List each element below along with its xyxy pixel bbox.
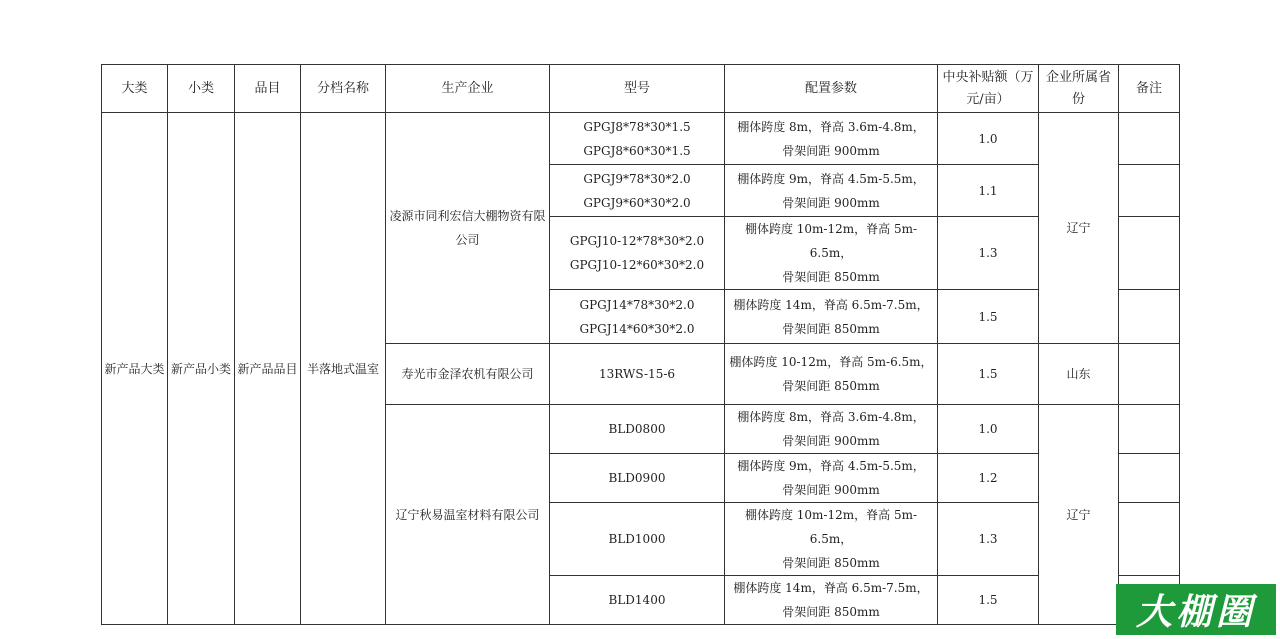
header-major: 大类 — [102, 65, 168, 113]
subsidy-cell: 1.5 — [938, 290, 1039, 344]
note-cell — [1119, 503, 1180, 576]
company-cell: 凌源市同利宏信大棚物资有限公司 — [386, 113, 550, 344]
param-line: 棚体跨度 10m-12m，脊高 5m-6.5m， — [744, 222, 918, 260]
params-cell — [725, 454, 938, 503]
param-line: 棚体跨度 14m，脊高 6.5m-7.5m， — [733, 297, 929, 312]
model-cell — [550, 503, 725, 576]
params-cell — [725, 344, 938, 405]
param-line: 棚体跨度 8m，脊高 3.6m-4.8m， — [737, 119, 925, 134]
subsidy-cell: 1.0 — [938, 113, 1039, 165]
note-cell — [1119, 344, 1180, 405]
header-province: 企业所属省份 — [1039, 65, 1119, 113]
major-cell: 新产品大类 — [102, 113, 168, 625]
param-line: 骨架间距 850mm — [782, 605, 880, 619]
params-cell — [725, 113, 938, 165]
params-cell — [725, 217, 938, 290]
model-line: GPGJ14*78*30*2.0 — [579, 297, 695, 312]
param-line: 骨架间距 900mm — [782, 143, 880, 158]
model-cell — [550, 290, 725, 344]
param-line: 棚体跨度 9m，脊高 4.5m-5.5m， — [737, 459, 925, 473]
province-cell: 辽宁 — [1039, 405, 1119, 625]
header-row — [102, 65, 1180, 113]
province-cell: 辽宁 — [1039, 113, 1119, 344]
watermark-text: 大棚圈 — [1135, 592, 1256, 633]
subsidy-table — [101, 64, 1180, 625]
province-cell: 山东 — [1039, 344, 1119, 405]
note-cell — [1119, 217, 1180, 290]
header-minor: 小类 — [168, 65, 235, 113]
minor-cell: 新产品小类 — [168, 113, 235, 625]
note-cell — [1119, 454, 1180, 503]
subsidy-cell: 1.0 — [938, 405, 1039, 454]
param-line: 骨架间距 850mm — [782, 270, 880, 284]
watermark-logo — [1116, 584, 1276, 635]
note-cell — [1119, 113, 1180, 165]
model-line: GPGJ14*60*30*2.0 — [579, 321, 695, 336]
header-company: 生产企业 — [386, 65, 550, 113]
model-cell — [550, 576, 725, 625]
model-cell — [550, 217, 725, 290]
param-line: 骨架间距 850mm — [782, 321, 880, 336]
param-line: 棚体跨度 10-12m，脊高 5m-6.5m， — [729, 355, 933, 369]
subsidy-cell: 1.5 — [938, 576, 1039, 625]
params-cell — [725, 503, 938, 576]
note-cell — [1119, 405, 1180, 454]
model-cell — [550, 113, 725, 165]
model-line: 13RWS-15-6 — [598, 367, 676, 381]
item-cell: 新产品品目 — [235, 113, 301, 625]
param-line: 骨架间距 850mm — [782, 379, 880, 393]
model-cell — [550, 405, 725, 454]
header-subsidy: 中央补贴额（万元/亩） — [938, 65, 1039, 113]
param-line: 骨架间距 850mm — [782, 556, 880, 570]
model-line: BLD1000 — [608, 532, 666, 546]
subsidy-cell: 1.5 — [938, 344, 1039, 405]
subsidy-cell: 1.3 — [938, 503, 1039, 576]
model-cell — [550, 165, 725, 217]
model-line: GPGJ9*60*30*2.0 — [583, 195, 691, 210]
param-line: 骨架间距 900mm — [782, 434, 880, 448]
model-line: GPGJ10-12*60*30*2.0 — [569, 258, 705, 272]
model-line: GPGJ10-12*78*30*2.0 — [569, 234, 705, 248]
company-cell: 辽宁秋易温室材料有限公司 — [386, 405, 550, 625]
subsidy-cell: 1.3 — [938, 217, 1039, 290]
param-line: 棚体跨度 14m，脊高 6.5m-7.5m， — [733, 581, 929, 595]
model-line: BLD0800 — [608, 422, 666, 436]
model-cell — [550, 344, 725, 405]
tier-cell: 半落地式温室 — [301, 113, 386, 625]
params-cell — [725, 290, 938, 344]
note-cell — [1119, 290, 1180, 344]
params-cell — [725, 576, 938, 625]
model-cell — [550, 454, 725, 503]
params-cell — [725, 405, 938, 454]
header-item: 品目 — [235, 65, 301, 113]
model-line: GPGJ8*60*30*1.5 — [583, 143, 691, 158]
header-note: 备注 — [1119, 65, 1180, 113]
param-line: 棚体跨度 9m，脊高 4.5m-5.5m， — [737, 171, 925, 186]
param-line: 棚体跨度 8m，脊高 3.6m-4.8m， — [737, 410, 925, 424]
model-line: BLD0900 — [608, 471, 666, 485]
header-model: 型号 — [550, 65, 725, 113]
params-cell — [725, 165, 938, 217]
header-tier: 分档名称 — [301, 65, 386, 113]
model-line: GPGJ9*78*30*2.0 — [583, 171, 691, 186]
header-params: 配置参数 — [725, 65, 938, 113]
model-line: BLD1400 — [608, 593, 666, 607]
subsidy-cell: 1.1 — [938, 165, 1039, 217]
param-line: 骨架间距 900mm — [782, 195, 880, 210]
company-cell: 寿光市金泽农机有限公司 — [386, 344, 550, 405]
param-line: 棚体跨度 10m-12m，脊高 5m-6.5m， — [744, 508, 918, 546]
table-row — [102, 113, 1180, 165]
subsidy-cell: 1.2 — [938, 454, 1039, 503]
model-line: GPGJ8*78*30*1.5 — [583, 119, 691, 134]
param-line: 骨架间距 900mm — [782, 483, 880, 497]
note-cell — [1119, 165, 1180, 217]
